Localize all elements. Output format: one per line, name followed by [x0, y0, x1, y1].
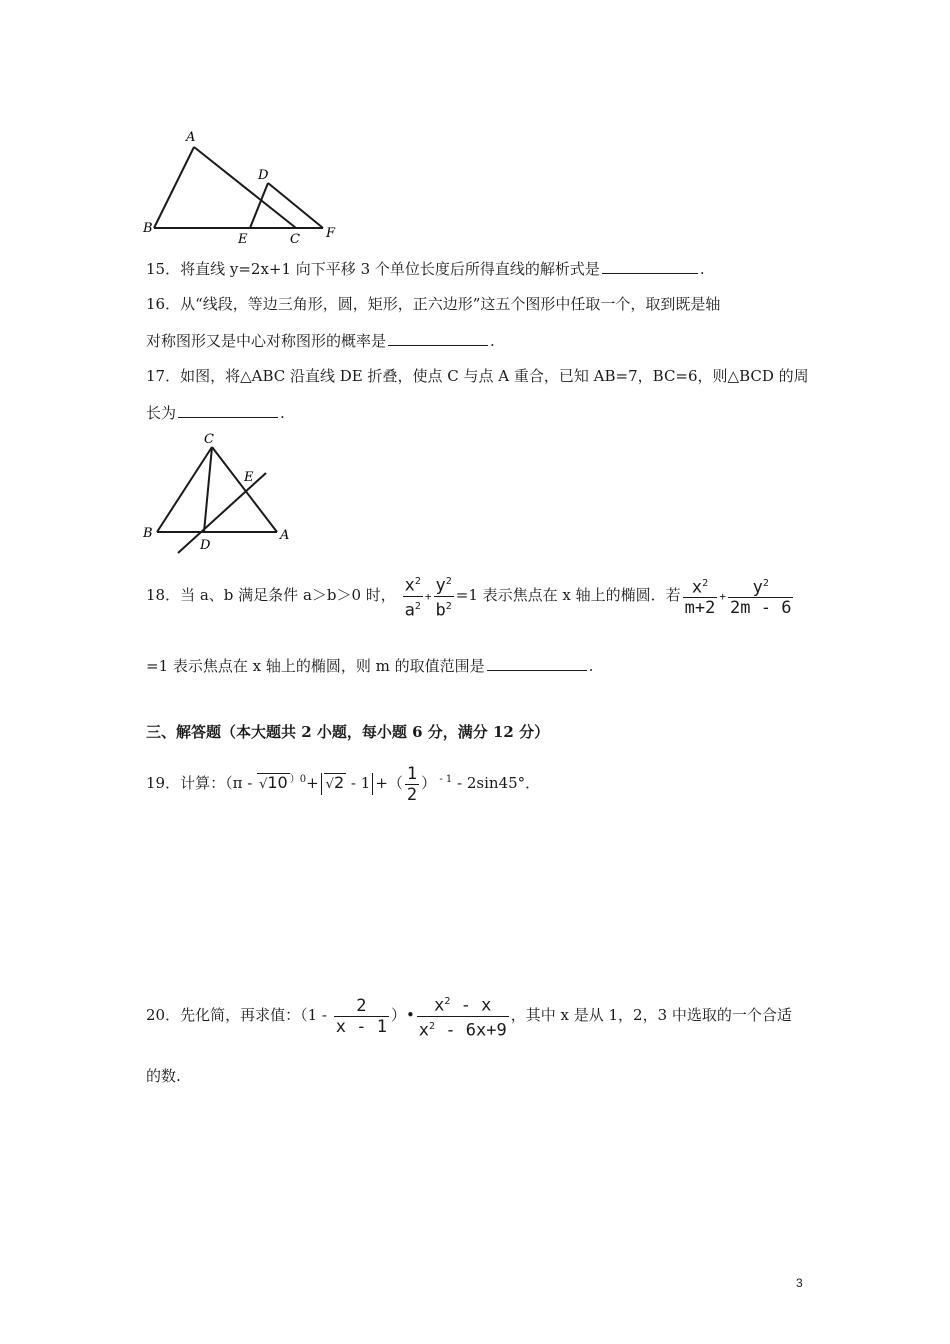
- question-20-line2: 的数.: [146, 1067, 181, 1085]
- q18-number: 18．: [146, 586, 181, 605]
- q19-sqrt-2: √2: [325, 773, 345, 792]
- segment-df: [268, 183, 323, 228]
- label-a: A: [186, 130, 196, 145]
- question-16-line2: [146, 330, 495, 351]
- label-e: E: [244, 470, 254, 485]
- q15-number: 15．: [146, 260, 181, 278]
- segment-ac: [194, 147, 296, 228]
- q20-number: 20．: [146, 1006, 181, 1025]
- label-d: D: [258, 168, 269, 183]
- q16-answer-blank[interactable]: [388, 330, 488, 346]
- label-c: C: [204, 432, 214, 447]
- q18-text1: 当 a、b 满足条件 a＞b＞0 时，: [180, 586, 396, 605]
- q19-number: 19．: [146, 774, 181, 792]
- q19-fraction-half: $\frac{1}{2}$: [406, 763, 418, 805]
- abs-bar-right: [372, 773, 373, 795]
- q17-number: 17．: [146, 367, 181, 385]
- q19-minus-one: - 1: [346, 774, 371, 792]
- segment-bc: [157, 447, 212, 532]
- figure-triangles-abc-def: [140, 125, 340, 245]
- question-18-line1: [146, 572, 795, 620]
- q19-exp-neg1: - 1: [436, 774, 453, 785]
- label-c: C: [290, 232, 300, 245]
- section-3-heading: 三、解答题（本大题共 2 小题，每小题 6 分，满分 12 分）: [146, 723, 550, 741]
- q18-fraction-x2-m2: $\frac{x^2}{m+2}$: [683, 574, 718, 619]
- segment-ba: [154, 147, 194, 228]
- segment-ca: [212, 447, 277, 532]
- q19-tail: - 2sin45°．: [452, 774, 541, 792]
- q18-line2-after: .: [588, 657, 594, 675]
- q17-line1: 如图，将△ABC 沿直线 DE 折叠，使点 C 与点 A 重合，已知 AB=7，BC=6，则△BCD 的周: [180, 367, 809, 385]
- q18-plus-2: +: [719, 590, 727, 604]
- q19-sqrt-10: √10: [259, 773, 288, 792]
- abs-bar-left: [321, 773, 322, 795]
- q19-close: ）: [421, 774, 437, 792]
- q16-line1: 从“线段，等边三角形，圆，矩形，正六边形”这五个图形中任取一个，取到既是轴: [180, 295, 721, 313]
- segment-fold-line-de: [178, 473, 266, 553]
- question-19: [146, 760, 540, 805]
- q19-label: 计算：（π -: [180, 774, 258, 792]
- question-20-line1: [146, 992, 792, 1040]
- q19-plus: +: [306, 774, 319, 792]
- q17-line2-before: 长为: [146, 404, 177, 422]
- q15-answer-blank[interactable]: [602, 258, 698, 274]
- q18-fraction-y2-b2: $\frac{y^2}{b^2}$: [434, 572, 454, 620]
- label-e: E: [238, 232, 248, 245]
- label-f: F: [326, 226, 336, 241]
- q17-line2-after: .: [280, 404, 285, 422]
- q16-line2-before: 对称图形又是中心对称图形的概率是: [146, 332, 387, 350]
- question-17-line2: [146, 402, 285, 423]
- q18-text2: =1 表示焦点在 x 轴上的椭圆．若: [455, 586, 681, 605]
- page-number: 3: [796, 1276, 803, 1290]
- q16-line2-after: .: [490, 332, 495, 350]
- question-18-line2: [146, 655, 593, 676]
- question-15: [146, 258, 705, 279]
- q15-text-after: .: [699, 260, 705, 278]
- q17-answer-blank[interactable]: [178, 402, 278, 418]
- q18-plus: +: [424, 590, 432, 604]
- q18-answer-blank[interactable]: [487, 655, 587, 671]
- figure-fold-triangle: [140, 425, 300, 555]
- q18-fraction-x2-a2: $\frac{x^2}{a^2}$: [403, 572, 423, 620]
- q18-fraction-y2-2m6: $\frac{y^2}{2m - 6}$: [728, 574, 793, 619]
- label-b: B: [143, 221, 153, 236]
- q20-fraction-2-over-x1: $\frac{2}{x - 1}$: [335, 995, 387, 1037]
- q15-text-before: 将直线 y=2x: [180, 260, 269, 278]
- label-a: A: [280, 528, 290, 543]
- q20-label: 先化简，再求值：（1 -: [180, 1006, 332, 1025]
- q19-plus-paren: +（: [375, 774, 403, 792]
- q16-number: 16．: [146, 295, 181, 313]
- q20-dot: ）•: [390, 1006, 415, 1025]
- segment-cd: [204, 447, 212, 532]
- q20-fraction-main: $\frac{x^2 - x}{x^2 - 6x+9}$: [417, 992, 509, 1040]
- label-d: D: [200, 538, 211, 553]
- question-17-line1: [146, 366, 809, 386]
- q19-exp-0: ）0: [289, 774, 307, 785]
- q20-tail: ，其中 x 是从 1，2，3 中选取的一个合适: [510, 1006, 792, 1025]
- segment-ed: [250, 183, 268, 228]
- question-16-line1: [146, 294, 720, 314]
- q15-text-mid: +1 向下平移 3 个单位长度后所得直线的解析式是: [268, 260, 600, 278]
- label-b: B: [143, 526, 153, 541]
- q18-line2-before: =1 表示焦点在 x 轴上的椭圆，则 m 的取值范围是: [146, 657, 485, 675]
